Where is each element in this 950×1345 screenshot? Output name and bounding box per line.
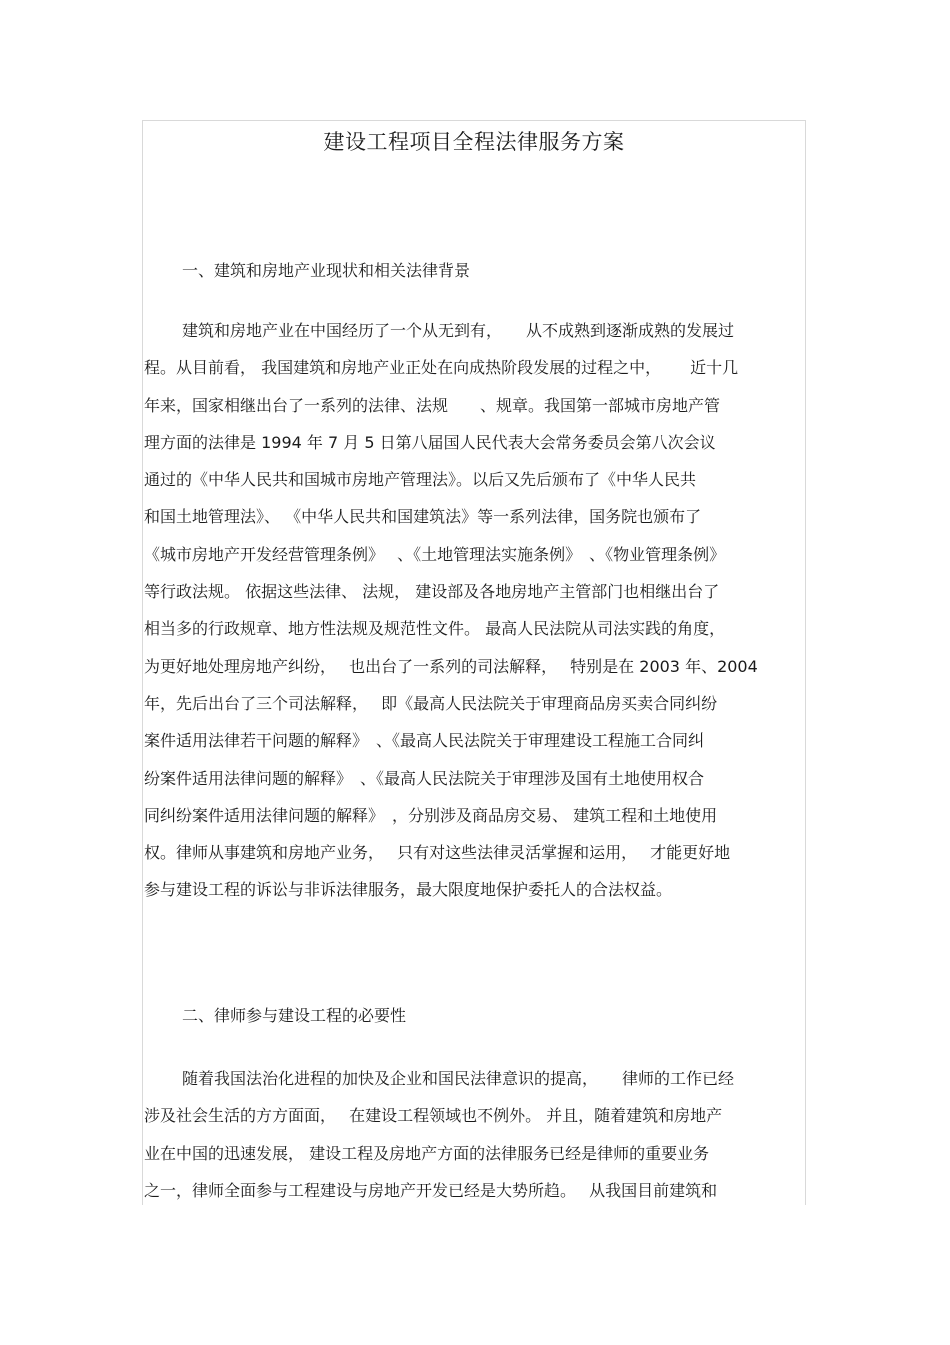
paragraph-line: 建筑和房地产业在中国经历了一个从无到有， 从不成熟到逐渐成熟的发展过 (182, 321, 735, 340)
paragraph-line: 和国土地管理法》、 《中华人民共和国建筑法》等一系列法律，国务院也颁布了 (144, 507, 702, 527)
paragraph-line: 之一，律师全面参与工程建设与房地产开发已经是大势所趋。 从我国目前建筑和 (144, 1180, 718, 1200)
paragraph-line: 权。律师从事建筑和房地产业务， 只有对这些法律灵活掌握和运用， 才能更好地 (144, 843, 731, 863)
section-heading-2: 二、律师参与建设工程的必要性 (182, 1006, 407, 1025)
paragraph-line: 业在中国的迅速发展， 建设工程及房地产方面的法律服务已经是律师的重要业务 (144, 1143, 710, 1163)
paragraph-line: 参与建设工程的诉讼与非诉法律服务，最大限度地保护委托人的合法权益。 (144, 880, 673, 900)
paragraph-line: 等行政法规。 依据这些法律、 法规， 建设部及各地房地产主管部门也相继出台了 (144, 582, 720, 602)
paragraph-line: 案件适用法律若干问题的解释》 、《最高人民法院关于审理建设工程施工合同纠 (144, 731, 705, 751)
section-1-paragraph (144, 312, 808, 909)
section-2-paragraph (144, 1060, 808, 1209)
paragraph-line: 程。从目前看， 我国建筑和房地产业正处在向成热阶段发展的过程之中， 近十几 (144, 358, 739, 378)
paragraph-line: 相当多的行政规章、地方性法规及规范性文件。 最高人民法院从司法实践的角度， (144, 619, 726, 639)
paragraph-line: 随着我国法治化进程的加快及企业和国民法律意识的提高， 律师的工作已经 (182, 1069, 735, 1088)
paragraph-line: 《城市房地产开发经营管理条例》 、《土地管理法实施条例》 、《物业管理条例》 (144, 544, 726, 564)
paragraph-line: 年，先后出台了三个司法解释， 即《最高人民法院关于审理商品房买卖合同纠纷 (144, 693, 718, 713)
paragraph-line: 通过的《中华人民共和国城市房地产管理法》。以后又先后颁布了《中华人民共 (144, 470, 697, 490)
paragraph-line: 同纠纷案件适用法律问题的解释》 ，分别涉及商品房交易、 建筑工程和土地使用 (144, 805, 718, 825)
paragraph-line: 涉及社会生活的方方面面， 在建设工程领域也不例外。 并且，随着建筑和房地产 (144, 1106, 723, 1126)
document-title: 建设工程项目全程法律服务方案 (323, 130, 625, 154)
section-heading-1: 一、建筑和房地产业现状和相关法律背景 (182, 261, 471, 280)
paragraph-line: 理方面的法律是 1994 年 7 月 5 日第八届国人民代表大会常务委员会第八次会议 (144, 432, 716, 452)
paragraph-line: 年来，国家相继出台了一系列的法律、法规 、规章。我国第一部城市房地产管 (144, 395, 721, 415)
paragraph-line: 为更好地处理房地产纠纷， 也出台了一系列的司法解释， 特别是在 2003 年、2004 (144, 656, 758, 676)
paragraph-line: 纷案件适用法律问题的解释》 、《最高人民法院关于审理涉及国有土地使用权合 (144, 768, 705, 788)
